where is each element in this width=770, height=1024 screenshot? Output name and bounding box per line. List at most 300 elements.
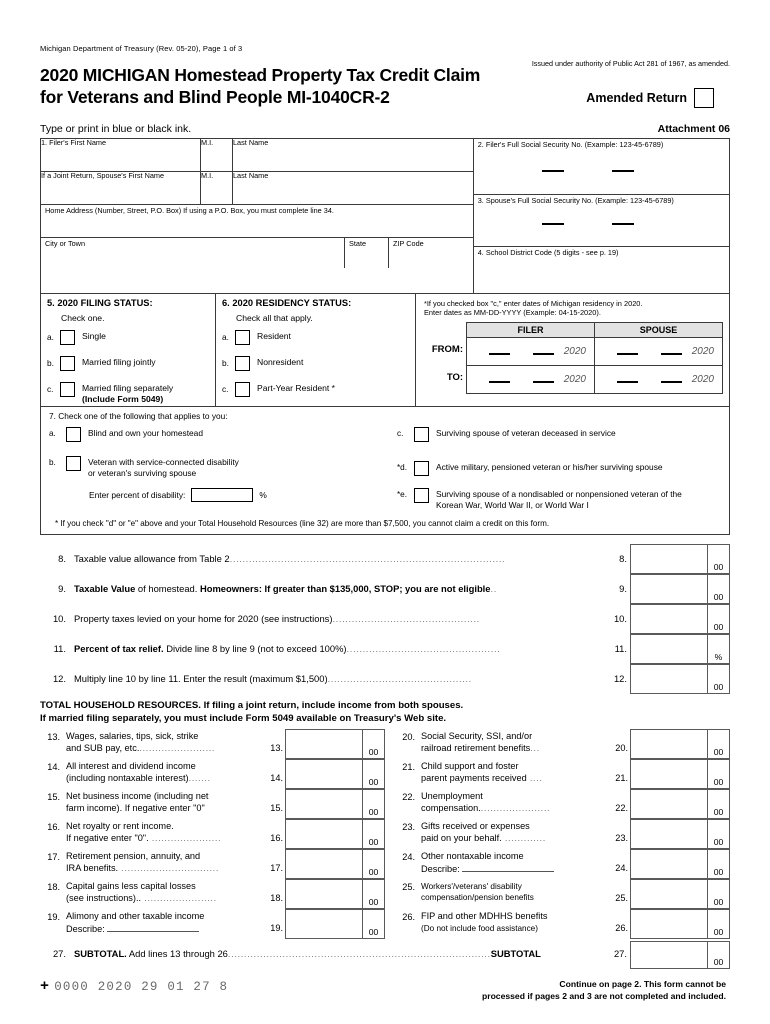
cents-label: 00 [368,866,379,877]
line-description [66,909,263,939]
option-letter: b. [222,357,229,368]
section-7-block [40,407,730,535]
status-block [40,293,730,407]
date-dash-icon [661,353,682,355]
line-description [74,574,604,604]
school-district-field[interactable] [474,247,729,293]
line-description [74,664,604,694]
subtotal-right-label: SUBTOTAL [490,947,541,959]
filing-status-checkbox-single[interactable] [60,330,75,345]
line-8-amount-field[interactable] [630,544,730,574]
line-18-text-2: (see instructions).. [66,892,142,903]
line-15-row [40,789,385,819]
line-20-amount-field[interactable] [630,729,730,759]
line-13-row [40,729,385,759]
residency-dates-note-1: *If you checked box "c," enter dates of Michigan residency in 2020. [424,298,643,308]
line-number-right: 16. [270,832,283,843]
section-7-grid [49,421,721,511]
line-number: 23. [402,821,415,832]
amount-input[interactable] [631,942,708,968]
from-filer-date-field[interactable] [467,338,595,365]
cents-label: 00 [713,926,724,937]
line-26-row [395,909,730,939]
section-7-footnote: * If you check "d" or "e" above and your Total Household Resources (line 32) are more than $7,500, you cannot claim a credit on this form. [55,519,550,529]
filer-mi-field[interactable] [201,139,233,171]
state-field[interactable] [345,238,389,268]
line-description [421,879,608,909]
ssn-dash-icon [612,170,634,172]
amount-input[interactable] [286,760,363,788]
line-16-amount-field[interactable] [285,819,385,849]
option-sublabel: or veteran's surviving spouse [88,468,197,479]
line-number-right: 20. [615,742,628,753]
line-10-text: Property taxes levied on your home for 2020 (see instructions) [74,613,333,625]
line-number-right: 9. [619,583,627,595]
dot-leader: .................................................................................. [227,947,491,959]
line-21-amount-field[interactable] [630,759,730,789]
option-label: Surviving spouse of a nondisabled or nonpensioned veteran of the [436,489,682,500]
residency-status-subheading: Check all that apply. [236,312,313,323]
cents-label: 00 [368,836,379,847]
amount-input[interactable] [286,730,363,758]
line-19-row [40,909,385,939]
residency-dates-to-row [446,365,722,393]
date-dash-icon [489,353,510,355]
date-dash-icon [533,353,554,355]
thr-heading-line-1: TOTAL HOUSEHOLD RESOURCES. If filing a joint return, include income from both spouses. [40,700,464,712]
cents-label: 00 [713,592,724,603]
spouse-mi-field[interactable] [201,172,233,204]
line-22-amount-field[interactable] [630,789,730,819]
line-9-text-plain: of homestead. [135,583,200,595]
home-address-field[interactable] [41,205,473,238]
line-19-describe-label: Describe: [66,923,105,934]
amount-input[interactable] [631,730,708,758]
cents-label: 00 [713,836,724,847]
line-number-right: 13. [270,742,283,753]
option-sublabel: (Include Form 5049) [82,393,164,404]
barcode-digits: 0000 2020 29 01 27 8 [54,979,229,994]
residency-status-heading [222,298,409,308]
cents-label: 00 [713,746,724,757]
continue-note [482,978,730,1003]
residency-dates-from-row [431,337,722,365]
section-7-checkbox-active-military[interactable] [414,461,429,476]
option-label-group [81,456,239,479]
line-12-text: Multiply line 10 by line 11. Enter the result (maximum $1,500) [74,673,328,685]
spouse-last-name-label: Last Name [233,170,269,180]
line-description [74,544,604,574]
line-17-text-2: IRA benefits. [66,862,119,873]
lines-8-12 [40,544,730,694]
line-number: 22. [402,791,415,802]
option-sublabel: Korean War, World War II, or World War I [436,500,589,511]
line-description [421,729,608,759]
line-number-right: 27. [613,947,627,959]
date-dash-icon [661,381,682,383]
section-7-heading: 7. Check one of the following that applies to you: [49,411,228,422]
option-letter: a. [222,331,229,342]
option-label: Single [82,330,106,341]
line-18-row [40,879,385,909]
line-description [66,819,263,849]
amount-input[interactable] [631,760,708,788]
line-19-amount-field[interactable] [285,909,385,939]
from-filer-year: 2020 [563,346,586,358]
percent-disability-row [89,488,385,502]
option-letter: b. [49,458,56,468]
line-14-text-1: All interest and dividend income [66,760,196,771]
line-number: 25. [402,881,415,892]
section-7-checkbox-surviving-spouse-deceased[interactable] [414,427,429,442]
residency-checkbox-part-year[interactable] [235,382,250,397]
line-11-amount-field[interactable] [630,634,730,664]
option-letter: c. [397,429,404,439]
cents-label: 00 [368,806,379,817]
line-number-right: 24. [615,862,628,873]
spouse-mi-label: M.I. [201,170,214,180]
residency-dates-table-wrap [431,322,723,394]
line-number-right: 8. [619,553,627,565]
line-description [421,819,608,849]
line-number: 15. [47,791,60,802]
line-description [66,729,263,759]
line-15-text-1: Net business income (including net [66,790,209,801]
amount-input[interactable] [286,790,363,818]
line-description [66,879,263,909]
line-number-right: 18. [270,892,283,903]
line-number-right: 15. [270,802,283,813]
line-number: 14. [47,761,60,772]
ssn-dash-icon [612,223,634,225]
spouse-first-name-field[interactable] [41,172,201,204]
amended-return-group [586,88,730,108]
dot-leader: .............................................. [332,613,480,625]
filing-status-option-c[interactable] [47,382,209,404]
residency-option-c[interactable] [222,382,409,397]
line-18-text-1: Capital gains less capital losses [66,880,196,891]
residency-option-b[interactable] [222,356,409,371]
spouse-ssn-field[interactable] [474,195,729,247]
line-24-amount-field[interactable] [630,849,730,879]
option-label: Surviving spouse of veteran deceased in service [436,428,616,439]
line-27-amount-field[interactable] [630,941,730,969]
line-23-amount-field[interactable] [630,819,730,849]
zip-field[interactable] [389,238,473,268]
dot-leader: ............. [501,832,546,843]
attachment-number: Attachment 06 [657,122,730,135]
line-number: 13. [47,731,60,742]
page-title [40,64,480,109]
option-label: Veteran with service-connected disability [88,457,239,468]
line-24-describe-input[interactable] [462,863,554,872]
residency-dates-header-row [467,323,722,337]
spouse-first-name-label: If a Joint Return, Spouse's First Name [41,170,165,180]
to-label: TO: [446,372,463,384]
line-number-right: 22. [615,802,628,813]
line-9-amount-field[interactable] [630,574,730,604]
percent-label: % [714,652,723,663]
filer-first-name-label: 1. Filer's First Name [41,137,107,147]
option-letter: b. [47,357,54,368]
option-label: Active military, pensioned veteran or his/her surviving spouse [436,462,663,473]
amount-input[interactable] [631,605,708,633]
filing-status-section [41,294,216,406]
percent-symbol: % [259,490,267,501]
plus-marker-icon: + [40,977,51,995]
line-15-amount-field[interactable] [285,789,385,819]
amount-input[interactable] [631,880,708,908]
line-21-row [395,759,730,789]
filer-name-row [41,139,473,172]
line-23-row [395,819,730,849]
dot-leader: ... [530,742,540,753]
filing-status-option-a[interactable] [47,330,209,345]
to-filer-date-field[interactable] [467,366,595,393]
cents-label: 00 [368,746,379,757]
line-number: 27. [52,947,66,959]
ssn-dash-icon [542,223,564,225]
thr-left-column [40,729,385,939]
state-label: State [349,238,367,248]
title-line-1: 2020 MICHIGAN Homestead Property Tax Credit Claim [40,65,481,85]
filer-last-name-field[interactable] [233,139,473,171]
department-line: Michigan Department of Treasury (Rev. 05-20), Page 1 of 3 [40,44,243,53]
amount-input[interactable] [631,820,708,848]
line-number: 20. [402,731,415,742]
line-24-row [395,849,730,879]
city-field[interactable] [41,238,345,268]
date-dash-icon [533,381,554,383]
dot-leader: ............................... [118,862,219,873]
line-13-amount-field[interactable] [285,729,385,759]
amount-input[interactable] [631,545,708,573]
filing-status-checkbox-married-jointly[interactable] [60,356,75,371]
line-9-text-bold-2: Homeowners: If greater than $135,000, STOP; you are not eligible [199,583,491,595]
cents-label: 00 [713,622,724,633]
from-spouse-date-field[interactable] [595,338,722,365]
line-description [421,849,608,879]
line-14-amount-field[interactable] [285,759,385,789]
amount-input[interactable] [631,635,708,663]
barcode-row [40,978,228,995]
line-number-right: 10. [613,613,627,625]
amount-input[interactable] [286,850,363,878]
continue-note-line-1: Continue on page 2. This form cannot be [559,978,726,989]
line-8-text: Taxable value allowance from Table 2 [74,553,230,565]
amount-input[interactable] [631,665,708,693]
filer-first-name-field[interactable] [41,139,201,171]
line-24-describe-label: Describe: [421,863,460,874]
filing-status-title: 2020 FILING STATUS: [57,297,153,308]
thr-heading [40,700,730,726]
amount-input[interactable] [631,910,708,938]
option-label: Part-Year Resident * [257,382,336,393]
dot-leader: ...................................................................................... [229,553,506,565]
line-12-row [40,664,730,694]
subtotal-label-bold: SUBTOTAL. [74,947,127,959]
line-number-right: 12. [613,673,627,685]
option-letter: *e. [397,490,408,500]
home-address-label: Home Address (Number, Street, P.O. Box) If using a P.O. Box, you must complete line 34. [45,205,334,215]
cents-label: 00 [368,926,379,937]
line-description [74,634,604,664]
section-7-option-e[interactable] [397,488,721,511]
to-filer-year: 2020 [563,374,586,386]
filing-status-number: 5. [47,297,55,308]
line-20-row [395,729,730,759]
line-26-amount-field[interactable] [630,909,730,939]
dot-leader: ....... [188,772,211,783]
line-27-subtotal-row [40,941,730,969]
amount-input[interactable] [631,790,708,818]
cents-label: 00 [713,866,724,877]
thr-right-column [385,729,730,939]
city-label: City or Town [45,238,86,248]
residency-checkbox-nonresident[interactable] [235,356,250,371]
line-15-text-2: farm income). If negative enter "0" [66,802,205,813]
line-26-text-2: (Do not include food assistance) [421,923,538,933]
residency-dates-section [416,294,729,406]
line-number: 18. [47,881,60,892]
line-description [421,909,608,939]
title-row [40,64,730,109]
residency-status-section [216,294,416,406]
filing-status-checkbox-married-separately[interactable] [60,382,75,397]
residency-dates-table [431,322,723,394]
filer-ssn-dashes [474,170,729,172]
amount-input[interactable] [286,820,363,848]
line-description [74,604,604,634]
line-19-text-1: Alimony and other taxable income [66,910,205,921]
line-number-right: 19. [270,922,283,933]
residency-option-a[interactable] [222,330,409,345]
residency-dates-note-2: Enter dates as MM-DD-YYYY (Example: 04-15-2020). [424,308,601,318]
cents-label: 00 [368,776,379,787]
dot-leader: ....................... [141,892,217,903]
residency-status-title: 2020 RESIDENCY STATUS: [232,297,352,308]
amount-input[interactable] [631,575,708,603]
section-7-checkbox-blind[interactable] [66,427,81,442]
continue-note-line-2: processed if pages 2 and 3 are not completed and included. [481,991,726,1002]
line-16-row [40,819,385,849]
option-label: Married filing jointly [82,356,156,367]
option-label-group [429,488,682,511]
page-footer [40,978,730,1003]
amount-input[interactable] [286,910,363,938]
line-9-row [40,574,730,604]
identity-right [474,139,729,293]
line-10-row [40,604,730,634]
option-label: Blind and own your homestead [88,428,203,439]
spouse-ssn-dashes [474,223,729,225]
identity-left [41,139,474,293]
option-letter: *d. [397,463,408,473]
line-number-right: 21. [615,772,628,783]
section-7-checkbox-veteran-disability[interactable] [66,456,81,471]
amended-return-checkbox[interactable] [694,88,714,108]
line-20-text-2: railroad retirement benefits [421,742,531,753]
filer-mi-label: M.I. [201,137,214,147]
title-line-2: for Veterans and Blind People MI-1040CR-2 [40,87,390,108]
line-number: 19. [47,911,60,922]
section-7-right-column [385,421,721,511]
to-spouse-date-field[interactable] [595,366,722,393]
dot-leader: ................................................ [346,643,501,655]
spouse-ssn-label: 3. Spouse's Full Social Security No. (Example: 123-45-6789) [477,195,674,205]
line-8-row [40,544,730,574]
line-number-right: 11. [614,643,627,655]
section-7-option-b[interactable] [49,456,385,479]
spouse-last-name-field[interactable] [233,172,473,204]
ink-instruction-row [40,123,730,135]
from-spouse-year: 2020 [691,346,714,358]
city-state-zip-row [41,238,473,268]
option-label: Married filing separately [82,382,174,393]
to-spouse-year: 2020 [691,374,714,386]
line-18-amount-field[interactable] [285,879,385,909]
filing-status-option-b[interactable] [47,356,209,371]
percent-disability-input[interactable] [191,488,253,502]
section-7-option-d[interactable] [397,461,721,476]
line-13-text-1: Wages, salaries, tips, sick, strike [66,730,199,741]
line-number: 10. [52,613,66,625]
thr-heading-line-2: If married filing separately, you must include Form 5049 available on Treasury's Web site. [40,713,447,725]
amount-input[interactable] [286,880,363,908]
cents-label: 00 [713,562,724,573]
option-label: Resident [257,330,291,341]
residency-checkbox-resident[interactable] [235,330,250,345]
cents-label: 00 [713,956,724,967]
section-7-checkbox-surviving-spouse-nondisabled[interactable] [414,488,429,503]
line-25-amount-field[interactable] [630,879,730,909]
line-description [74,941,604,969]
line-11-text-plain: Divide line 8 by line 9 (not to exceed 100%) [163,643,347,655]
option-letter: a. [49,429,56,439]
line-22-text-2: compensation. [421,802,481,813]
line-number: 21. [402,761,415,772]
section-7-left-column [49,421,385,511]
column-header-filer: FILER [467,323,595,337]
line-description [66,789,263,819]
line-25-text-1: Workers'/veterans' disability [421,881,522,891]
ssn-dash-icon [542,170,564,172]
line-19-describe-input[interactable] [107,923,199,932]
filing-status-heading [47,298,209,308]
amount-input[interactable] [631,850,708,878]
line-number: 24. [402,851,415,862]
line-number-right: 17. [270,862,283,873]
cents-label: 00 [368,896,379,907]
section-7-option-a[interactable] [49,427,385,442]
line-16-text-2: If negative enter "0". [66,832,149,843]
line-23-text-1: Gifts received or expenses [421,820,530,831]
dot-leader: ...................... [480,802,551,813]
line-10-amount-field[interactable] [630,604,730,634]
line-12-amount-field[interactable] [630,664,730,694]
line-17-amount-field[interactable] [285,849,385,879]
line-23-text-2: paid on your behalf. [421,832,502,843]
zip-label: ZIP Code [393,238,424,248]
filer-ssn-field[interactable] [474,139,729,195]
line-number: 8. [58,553,66,565]
residency-status-number: 6. [222,297,230,308]
identity-block [40,138,730,294]
line-9-text-bold-1: Taxable Value [74,583,136,595]
section-7-option-c[interactable] [397,427,721,442]
option-label: Nonresident [257,356,304,367]
line-number: 17. [47,851,60,862]
